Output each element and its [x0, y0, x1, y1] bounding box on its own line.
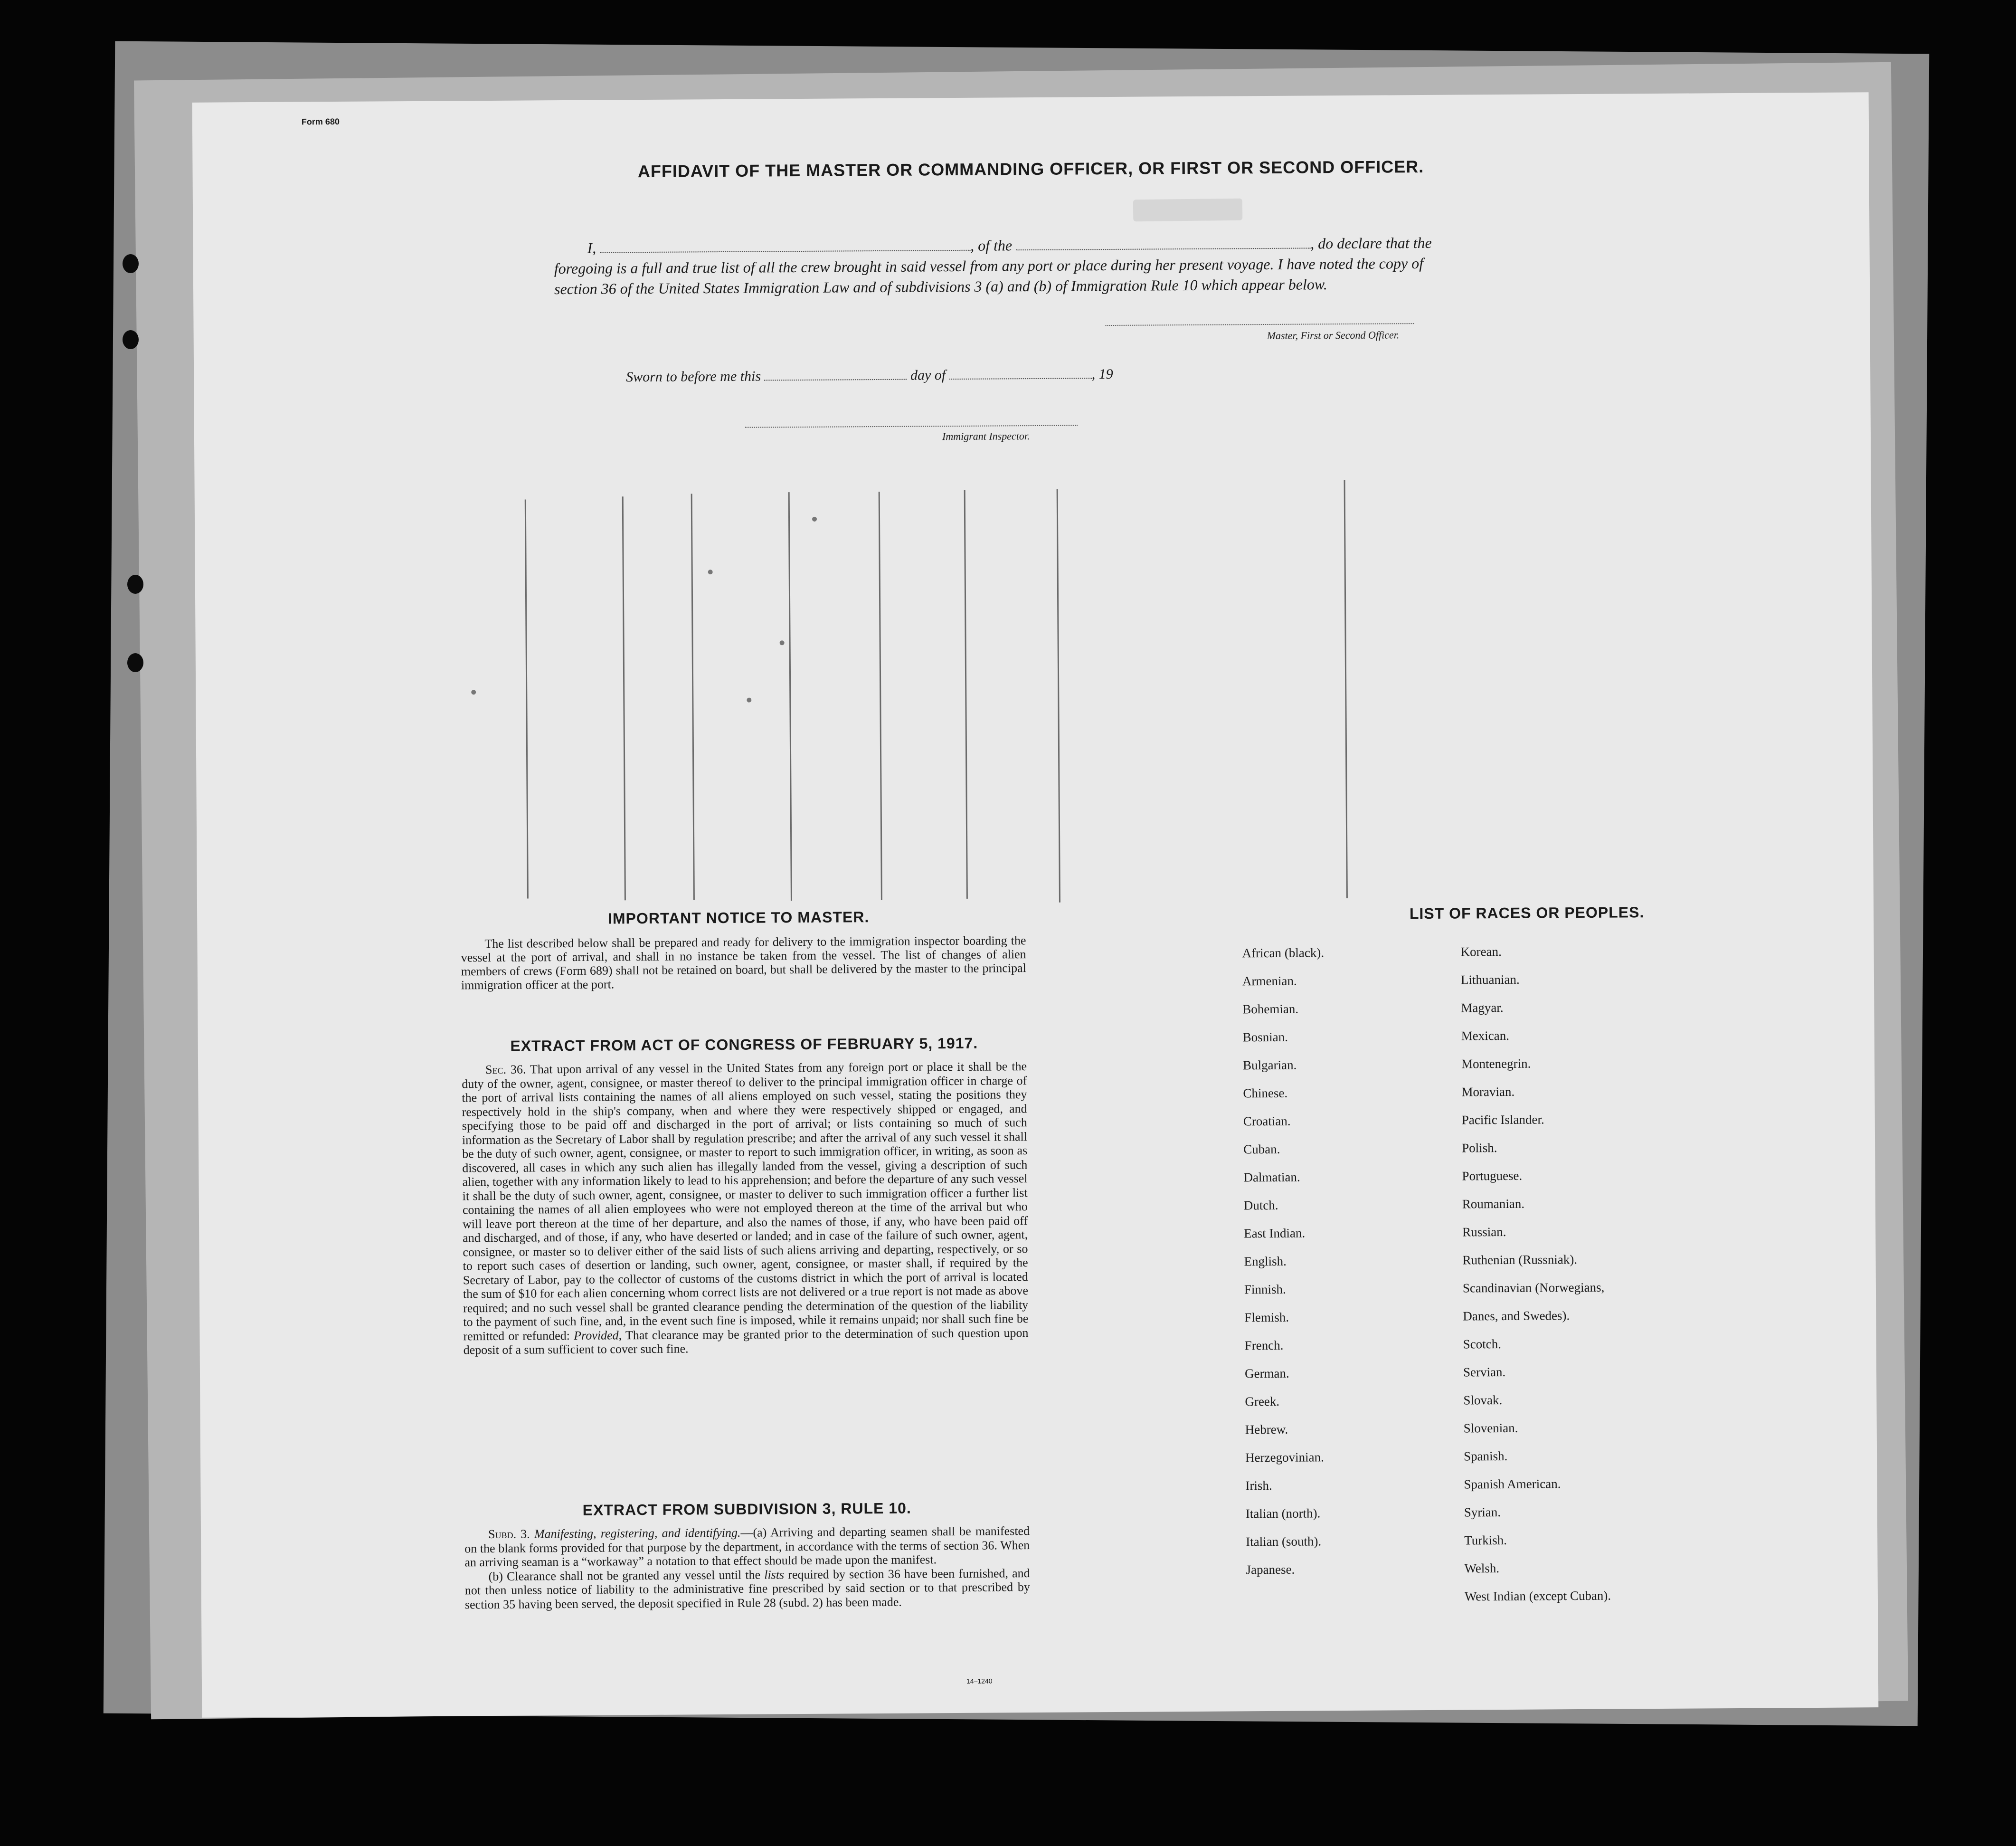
affidavit-i-label: I, — [587, 239, 596, 257]
race-item: Spanish. — [1464, 1448, 1508, 1464]
extract-rule-title: EXTRACT FROM SUBDIVISION 3, RULE 10. — [582, 1499, 911, 1519]
sworn-day-of: day of — [910, 367, 946, 383]
affidavit-title: AFFIDAVIT OF THE MASTER OR COMMANDING OFFICER, OR FIRST OR SECOND OFFICER. — [637, 156, 1424, 181]
race-item: Japanese. — [1246, 1562, 1295, 1577]
race-item: Croatian. — [1243, 1113, 1291, 1129]
signature-line[interactable] — [1106, 323, 1414, 326]
binder-hole — [123, 330, 139, 349]
race-item: Russian. — [1462, 1224, 1506, 1239]
race-item: Slovak. — [1463, 1393, 1503, 1408]
column-rule — [691, 494, 695, 900]
column-rule — [788, 492, 792, 901]
document-sheet — [192, 92, 1879, 1718]
race-item: African (black). — [1242, 945, 1325, 961]
notice-text: The list described below shall be prepared and ready for delivery to the immigration inspector boarding the vessel at the port of arrival, and shall in no instance be taken from the vessel. The list of changes of alien members of crews (Form 689) shall not be retained on board, but shall be delivered by the master to the principal immigration officer at the port. — [461, 933, 1026, 992]
ink-speck — [471, 690, 476, 695]
form-number: Form 680 — [301, 116, 340, 127]
race-item: Irish. — [1245, 1478, 1272, 1493]
officer-name-field[interactable] — [600, 238, 970, 253]
race-item: Ruthenian (Russniak). — [1462, 1252, 1578, 1267]
binder-hole — [123, 254, 139, 273]
race-item: Polish. — [1462, 1141, 1497, 1155]
race-item: Greek. — [1245, 1394, 1280, 1409]
column-rule — [1344, 480, 1348, 898]
section-36-text — [462, 1059, 1029, 1357]
section-36-provided: Provided, — [574, 1328, 622, 1342]
race-item: Italian (north). — [1245, 1506, 1321, 1521]
sworn-statement — [626, 365, 1113, 385]
section-36-end: That clearance may be granted prior to the determination of such question upon deposit of a sum sufficient to cover such fine. — [463, 1325, 1029, 1357]
column-rule — [964, 490, 968, 899]
subdivision-para-b-lists: lists — [764, 1567, 785, 1582]
race-item: Mexican. — [1461, 1028, 1510, 1043]
race-item: Lithuanian. — [1460, 972, 1520, 987]
subdivision-para-b-start: (b) Clearance shall not be granted any vessel until the — [488, 1568, 761, 1583]
subdivision-para-a: —(a) Arriving and departing seamen shall be manifested on the blank forms provided for that purpose by the department, in accordance with the terms of section 36. When an arriving seaman is a “workaway” a notation to that effect should be made upon the manifest. — [464, 1524, 1030, 1570]
sworn-year-prefix: , 19 — [1091, 366, 1113, 382]
race-item: Welsh. — [1464, 1561, 1500, 1576]
races-list-left — [1242, 939, 1328, 1584]
race-item: Armenian. — [1242, 973, 1297, 989]
notice-title: IMPORTANT NOTICE TO MASTER. — [607, 908, 870, 927]
column-rule — [622, 496, 626, 900]
race-item: Montenegrin. — [1461, 1056, 1531, 1071]
race-item: Bohemian. — [1242, 1001, 1299, 1017]
race-item: Spanish American. — [1464, 1476, 1561, 1492]
race-item: Roumanian. — [1462, 1196, 1525, 1211]
races-title: LIST OF RACES OR PEOPLES. — [1409, 904, 1645, 923]
signature-label: Master, First or Second Officer. — [1267, 329, 1400, 342]
race-item: German. — [1244, 1366, 1289, 1381]
paper-tab — [1133, 199, 1243, 222]
affidavit-do-declare: , do declare — [1310, 234, 1382, 252]
print-code: 14–1240 — [966, 1677, 993, 1685]
race-item: Scandinavian (Norwegians, Danes, and Swedes). — [1462, 1280, 1605, 1323]
race-item: Moravian. — [1461, 1084, 1515, 1099]
section-36-label: Sec. 36. — [485, 1062, 526, 1077]
race-item: Bulgarian. — [1242, 1057, 1297, 1073]
race-item: Korean. — [1460, 944, 1502, 959]
race-item: Dutch. — [1243, 1198, 1278, 1213]
race-item: Syrian. — [1464, 1505, 1501, 1520]
race-item: Italian (south). — [1246, 1534, 1322, 1549]
race-item: Herzegovinian. — [1245, 1450, 1324, 1465]
race-item: Pacific Islander. — [1461, 1112, 1544, 1127]
column-rule — [525, 500, 529, 899]
race-item: Finnish. — [1244, 1282, 1286, 1297]
race-item: Servian. — [1463, 1364, 1506, 1380]
sworn-day-field[interactable] — [764, 367, 907, 381]
races-list-right — [1460, 937, 1611, 1611]
vessel-name-field[interactable] — [1016, 235, 1310, 250]
race-item: Magyar. — [1461, 1000, 1504, 1015]
sworn-prefix: Sworn to before me this — [626, 368, 761, 385]
ink-speck — [747, 698, 751, 703]
sworn-month-field[interactable] — [949, 365, 1092, 380]
inspector-signature-line[interactable] — [745, 425, 1078, 428]
race-item: French. — [1244, 1338, 1284, 1353]
subdivision-para-b-end: required by section 36 have been furnished, and not then unless notice of liability to the administrative fine prescribed by said section or to that prescribed by section 35 having been served, the deposit specified in Rule 28 (subd. 2) has been made. — [464, 1566, 1030, 1611]
race-item: Turkish. — [1464, 1532, 1507, 1548]
race-item: Chinese. — [1243, 1085, 1288, 1101]
race-item: Bosnian. — [1242, 1029, 1288, 1045]
ink-speck — [708, 570, 713, 574]
race-item: Portuguese. — [1462, 1168, 1523, 1183]
race-item: Slovenian. — [1463, 1420, 1518, 1436]
subdivision-label: Subd. 3. — [488, 1527, 530, 1542]
race-item: Dalmatian. — [1243, 1170, 1300, 1185]
affidavit-declaration — [554, 233, 1457, 300]
ink-speck — [812, 517, 817, 522]
subdivision-3-text — [464, 1524, 1030, 1611]
ink-speck — [780, 640, 785, 645]
column-rule — [879, 492, 882, 900]
race-item: East Indian. — [1244, 1226, 1306, 1241]
affidavit-body: that the foregoing is a full and true list of all the crew brought in said vessel from any port or place during her present voyage. I have noted the copy of section 36 of the United States Immigration Law and of subdivisions 3 (a) and (b) of Immigration Rule 10 which appear below. — [554, 234, 1432, 298]
section-36-body: That upon arrival of any vessel in the United States from any foreign port or place it shall be the duty of the owner, agent, consignee, or master thereof to deliver to the principal immigration officer in charge of the port of arrival lists containing the names of all aliens employed on such vessel, stating the positions they respectively hold in the ship's company, when and where they were respectively shipped or engaged, and specifying those to be paid off and discharged in the port of arrival; or lists containing so much of such information as the Secretary of Labor shall by regulation prescribe; and after the arrival of any such vessel it shall be the duty of such owner, agent, consignee, or master to report to such immigration officer, in writing, as soon as discovered, all cases in which any such alien has illegally landed from the vessel, giving a description of such alien, together with any information likely to lead to his apprehension; and before the departure of any such vessel it shall be the duty of such owner, agent, consignee, or master to deliver to such immigration officer a further list containing the names of all alien employees who were not employed thereon at the time of the arrival but who will leave port thereon at the time of her departure, and also the names of those, if any, who have been paid off and discharged, and of those, if any, who have deserted or landed; and in case of the failure of such owner, agent, consignee, or master so to deliver either of the said lists of such aliens arriving and departing, respectively, or so to report such cases of desertion or landing, such owner, agent, consignee, or master shall, if required by the Secretary of Labor, pay to the collector of customs of the customs district in which the port of arrival is located the sum of $10 for each alien concerning whom correct lists are not delivered or a true report is not made as above required; and no such vessel shall be granted clearance pending the determination of the question of the liability to the payment of such fine, and, in the event such fine is imposed, while it remains unpaid; nor shall such fine be remitted or refunded: — [462, 1059, 1029, 1343]
race-item: Scotch. — [1463, 1337, 1502, 1351]
race-item: Cuban. — [1243, 1142, 1280, 1157]
race-item: Flemish. — [1244, 1310, 1289, 1325]
binder-hole — [127, 653, 143, 672]
binder-hole — [127, 575, 143, 594]
race-item: English. — [1244, 1254, 1287, 1269]
subdivision-heading: Manifesting, registering, and identifying. — [534, 1525, 741, 1541]
affidavit-of-the: , of the — [970, 237, 1013, 254]
race-item: West Indian (except Cuban). — [1464, 1588, 1611, 1604]
inspector-label: Immigrant Inspector. — [942, 430, 1030, 443]
extract-act-title: EXTRACT FROM ACT OF CONGRESS OF FEBRUARY 5, 1917. — [510, 1034, 978, 1055]
race-item: Hebrew. — [1245, 1422, 1288, 1437]
column-rule — [1057, 489, 1060, 903]
